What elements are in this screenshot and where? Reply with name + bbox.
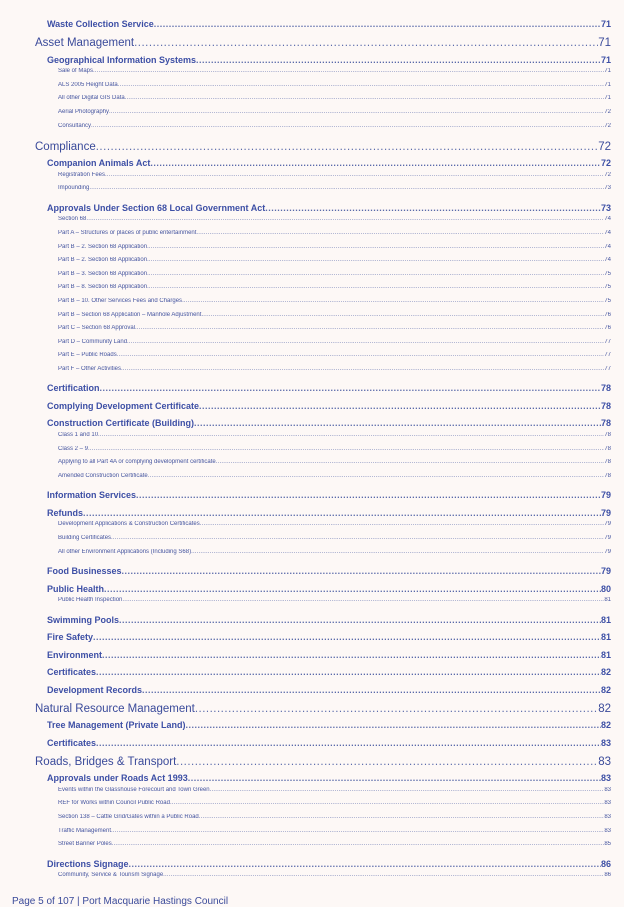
toc-entry-page: 71 bbox=[600, 54, 611, 65]
toc-entry-page: 78 bbox=[600, 383, 611, 394]
toc-entry-page: 72 bbox=[604, 108, 611, 115]
toc-dot-leader bbox=[191, 549, 604, 555]
toc-entry-title: Compliance bbox=[35, 140, 96, 153]
toc-dot-leader bbox=[147, 284, 604, 290]
toc-dot-leader bbox=[196, 230, 604, 236]
toc-entry-level-3[interactable] bbox=[58, 284, 611, 290]
toc-entry-page: 77 bbox=[604, 352, 611, 359]
toc-entry-page: 86 bbox=[600, 858, 611, 869]
toc-entry-title: Building Certificates bbox=[58, 535, 112, 541]
toc-entry-title: Part B – 2. Section 68 Application bbox=[58, 257, 148, 264]
toc-dot-leader bbox=[216, 459, 605, 465]
toc-dot-leader bbox=[136, 490, 601, 500]
toc-entry-page: 79 bbox=[604, 535, 611, 541]
toc-entry-title: Part B – Section 68 Application – Manhole Adjustment bbox=[58, 311, 202, 318]
toc-entry-title: Class 2 – 9 bbox=[58, 445, 89, 452]
toc-entry-level-3[interactable] bbox=[58, 271, 611, 277]
toc-entry-level-3[interactable] bbox=[58, 298, 611, 304]
toc-dot-leader bbox=[88, 446, 604, 452]
toc-entry-page: 72 bbox=[598, 140, 611, 153]
toc-entry-page: 74 bbox=[604, 243, 611, 250]
toc-entry-title: Waste Collection Service bbox=[47, 19, 154, 29]
toc-entry-level-3[interactable] bbox=[58, 109, 611, 115]
toc-entry-title: Part A – Structures or places of public entertainment bbox=[58, 229, 197, 236]
toc-dot-leader bbox=[93, 68, 604, 74]
toc-entry-title: Events within the Glasshouse Forecourt and Town Green bbox=[58, 786, 210, 793]
toc-entry-level-3[interactable] bbox=[58, 82, 611, 88]
toc-entry-page: 71 bbox=[600, 19, 611, 29]
toc-entry-page: 73 bbox=[604, 185, 611, 192]
toc-entry-title: Part D – Community Land bbox=[58, 338, 128, 345]
toc-dot-leader bbox=[200, 521, 605, 527]
toc-entry-level-1[interactable] bbox=[35, 141, 611, 153]
toc-entry-level-3[interactable] bbox=[58, 123, 611, 129]
toc-entry-page: 71 bbox=[604, 81, 611, 88]
toc-entry-page: 85 bbox=[604, 841, 611, 848]
toc-entry-title: Part B – 8. Section 68 Application bbox=[58, 284, 148, 291]
toc-entry-level-3[interactable] bbox=[58, 257, 611, 263]
toc-dot-leader bbox=[199, 401, 601, 411]
toc-entry-title: Sale of Maps bbox=[58, 68, 94, 75]
toc-dot-leader bbox=[93, 632, 601, 642]
toc-entry-title: Complying Development Certificate bbox=[47, 400, 200, 411]
toc-dot-leader bbox=[96, 667, 601, 677]
toc-dot-leader bbox=[196, 55, 601, 65]
toc-dot-leader bbox=[109, 109, 604, 115]
toc-entry-page: 81 bbox=[600, 614, 611, 625]
toc-entry-page: 83 bbox=[604, 814, 611, 820]
toc-entry-level-2[interactable] bbox=[47, 859, 611, 869]
toc-entry-title: Roads, Bridges & Transport bbox=[35, 755, 177, 768]
toc-entry-page: 79 bbox=[604, 548, 611, 555]
toc-entry-page: 74 bbox=[604, 257, 611, 264]
toc-entry-level-3[interactable] bbox=[58, 325, 611, 331]
toc-entry-page: 78 bbox=[604, 459, 611, 466]
toc-dot-leader bbox=[105, 172, 604, 178]
toc-entry-page: 86 bbox=[604, 872, 611, 879]
toc-entry-title: Information Services bbox=[47, 490, 137, 501]
toc-entry-title: Approvals under Roads Act 1993 bbox=[47, 773, 188, 784]
toc-entry-level-2[interactable] bbox=[47, 720, 611, 730]
toc-entry-title: Section 138 – Cattle Grid/Gates within a Public Road bbox=[58, 814, 199, 820]
toc-entry-title: REF for Works within Council Public Road bbox=[58, 800, 170, 807]
toc-entry-level-3[interactable] bbox=[58, 68, 611, 74]
toc-dot-leader bbox=[201, 312, 604, 318]
toc-dot-leader bbox=[194, 418, 601, 428]
toc-dot-leader bbox=[100, 383, 601, 393]
toc-entry-page: 71 bbox=[604, 95, 611, 102]
toc-dot-leader bbox=[199, 814, 605, 820]
toc-dot-leader bbox=[96, 738, 601, 748]
toc-entry-page: 81 bbox=[600, 632, 611, 643]
toc-entry-title: Development Records bbox=[47, 684, 143, 695]
toc-entry-page: 81 bbox=[604, 597, 611, 604]
toc-entry-level-2[interactable] bbox=[47, 584, 611, 594]
toc-entry-title: Part B – 3. Section 68 Application bbox=[58, 270, 148, 277]
toc-entry-level-3[interactable] bbox=[58, 828, 611, 834]
toc-entry-title: Public Health Inspection bbox=[58, 597, 123, 604]
toc-entry-level-3[interactable] bbox=[58, 216, 611, 222]
toc-dot-leader bbox=[210, 787, 605, 793]
toc-entry-page: 77 bbox=[604, 365, 611, 372]
toc-entry-page: 83 bbox=[604, 786, 611, 793]
toc-entry-title: ALS 2005 Height Data bbox=[58, 81, 118, 88]
toc-dot-leader bbox=[118, 82, 605, 88]
toc-entry-title: Part B – 10. Other Services Fees and Charges bbox=[58, 297, 183, 304]
toc-entry-page: 72 bbox=[600, 158, 611, 168]
toc-entry-title: Community, Service & Tourism Signage bbox=[58, 872, 164, 879]
toc-entry-page: 72 bbox=[604, 122, 611, 129]
toc-entry-level-3[interactable] bbox=[58, 339, 611, 345]
toc-entry-level-3[interactable] bbox=[58, 366, 611, 372]
toc-dot-leader bbox=[163, 872, 604, 878]
toc-entry-title: Traffic Management bbox=[58, 827, 112, 834]
toc-entry-title: Approvals Under Section 68 Local Government Act bbox=[47, 202, 266, 213]
toc-dot-leader bbox=[142, 685, 601, 695]
toc-dot-leader bbox=[125, 95, 605, 101]
toc-entry-title: Impounding bbox=[58, 185, 90, 192]
toc-entry-page: 83 bbox=[600, 737, 611, 748]
toc-entry-level-2[interactable] bbox=[47, 632, 611, 642]
toc-entry-level-3[interactable] bbox=[58, 872, 611, 878]
toc-entry-level-3[interactable] bbox=[58, 521, 611, 527]
toc-dot-leader bbox=[265, 203, 601, 213]
toc-entry-title: Companion Animals Act bbox=[47, 158, 151, 168]
toc-entry-title: Registration Fees bbox=[58, 171, 106, 178]
toc-entry-title: Section 68 bbox=[58, 216, 87, 223]
toc-dot-leader bbox=[182, 298, 604, 304]
toc-entry-level-2[interactable] bbox=[47, 566, 611, 576]
toc-entry-level-2[interactable] bbox=[47, 738, 611, 748]
toc-entry-title: Aerial Photography bbox=[58, 108, 110, 115]
toc-dot-leader bbox=[98, 432, 604, 438]
toc-dot-leader bbox=[122, 597, 604, 603]
toc-entry-page: 77 bbox=[604, 338, 611, 345]
toc-dot-leader bbox=[119, 615, 601, 625]
toc-dot-leader bbox=[102, 650, 601, 660]
toc-entry-level-3[interactable] bbox=[58, 800, 611, 806]
toc-dot-leader bbox=[127, 339, 604, 345]
toc-entry-level-3[interactable] bbox=[58, 185, 611, 191]
toc-dot-leader bbox=[122, 566, 601, 576]
toc-entry-page: 75 bbox=[604, 284, 611, 291]
toc-entry-level-2[interactable] bbox=[47, 667, 611, 677]
toc-entry-page: 78 bbox=[604, 445, 611, 452]
toc-entry-page: 82 bbox=[598, 702, 611, 715]
toc-entry-title: Class 1 and 10 bbox=[58, 432, 99, 438]
toc-entry-level-2[interactable] bbox=[47, 401, 611, 411]
toc-dot-leader bbox=[121, 366, 604, 372]
toc-entry-title: Part C – Section 68 Approval bbox=[58, 325, 136, 332]
toc-entry-page: 82 bbox=[600, 684, 611, 695]
toc-entry-title: Part F – Other Activities bbox=[58, 365, 122, 372]
toc-entry-level-2[interactable] bbox=[47, 490, 611, 500]
toc-entry-title: Swimming Pools bbox=[47, 614, 120, 625]
toc-entry-level-3[interactable] bbox=[58, 814, 611, 820]
toc-entry-level-2[interactable] bbox=[47, 685, 611, 695]
toc-entry-title: Food Businesses bbox=[47, 566, 122, 577]
toc-entry-level-2[interactable] bbox=[47, 650, 611, 660]
toc-entry-level-1[interactable] bbox=[35, 37, 611, 49]
toc-entry-page: 81 bbox=[600, 649, 611, 660]
toc-dot-leader bbox=[135, 325, 604, 331]
toc-dot-leader bbox=[150, 158, 601, 168]
toc-entry-level-3[interactable] bbox=[58, 244, 611, 250]
toc-dot-leader bbox=[148, 473, 605, 479]
toc-dot-leader bbox=[154, 19, 601, 29]
toc-dot-leader bbox=[83, 508, 601, 518]
toc-entry-level-2[interactable] bbox=[47, 773, 611, 783]
toc-entry-level-3[interactable] bbox=[58, 446, 611, 452]
toc-entry-page: 83 bbox=[598, 755, 611, 768]
toc-entry-page: 83 bbox=[600, 773, 611, 784]
toc-entry-page: 78 bbox=[604, 472, 611, 479]
toc-entry-title: Geographical Information Systems bbox=[47, 54, 197, 65]
toc-entry-level-2[interactable] bbox=[47, 615, 611, 625]
toc-entry-level-3[interactable] bbox=[58, 312, 611, 318]
toc-dot-leader bbox=[112, 841, 605, 847]
toc-entry-page: 78 bbox=[600, 418, 611, 429]
toc-entry-title: Refunds bbox=[47, 507, 83, 518]
toc-dot-leader bbox=[147, 271, 604, 277]
toc-entry-title: Amended Construction Certificate bbox=[58, 472, 148, 479]
toc-entry-page: 72 bbox=[604, 171, 611, 178]
toc-entry-title: Certificates bbox=[47, 737, 97, 748]
toc-dot-leader bbox=[147, 244, 604, 250]
toc-entry-page: 83 bbox=[604, 827, 611, 834]
toc-entry-title: Natural Resource Management bbox=[35, 702, 195, 715]
toc-dot-leader bbox=[117, 352, 605, 358]
toc-dot-leader bbox=[186, 720, 601, 730]
toc-entry-level-3[interactable] bbox=[58, 172, 611, 178]
toc-entry-title: Public Health bbox=[47, 583, 105, 594]
toc-entry-page: 76 bbox=[604, 311, 611, 318]
toc-entry-title: Environment bbox=[47, 649, 103, 660]
toc-entry-title: Certificates bbox=[47, 667, 97, 678]
toc-entry-title: Part B – 2. Section 68 Application bbox=[58, 243, 148, 250]
toc-entry-page: 79 bbox=[600, 566, 611, 577]
toc-entry-page: 78 bbox=[604, 432, 611, 438]
toc-dot-leader bbox=[96, 141, 598, 153]
toc-entry-page: 82 bbox=[600, 667, 611, 678]
toc-entry-title: Asset Management bbox=[35, 37, 135, 49]
toc-entry-level-3[interactable] bbox=[58, 95, 611, 101]
toc-dot-leader bbox=[89, 185, 604, 191]
toc-entry-level-2[interactable] bbox=[47, 19, 611, 29]
toc-entry-level-3[interactable] bbox=[58, 352, 611, 358]
toc-entry-title: Tree Management (Private Land) bbox=[47, 720, 186, 731]
toc-entry-page: 74 bbox=[604, 229, 611, 236]
toc-entry-page: 71 bbox=[604, 68, 611, 75]
toc-entry-title: Consultancy bbox=[58, 122, 92, 129]
toc-entry-title: Part E – Public Roads bbox=[58, 352, 117, 359]
toc-entry-title: Directions Signage bbox=[47, 858, 129, 869]
toc-entry-title: Construction Certificate (Building) bbox=[47, 418, 194, 429]
toc-dot-leader bbox=[134, 37, 598, 49]
toc-entry-page: 76 bbox=[604, 325, 611, 332]
toc-entry-page: 75 bbox=[604, 270, 611, 277]
toc-entry-page: 79 bbox=[600, 507, 611, 518]
toc-entry-title: Development Applications & Construction Certificates bbox=[58, 521, 200, 528]
toc-entry-page: 71 bbox=[598, 37, 611, 49]
toc-dot-leader bbox=[111, 828, 604, 834]
toc-entry-page: 79 bbox=[600, 490, 611, 501]
toc-entry-level-2[interactable] bbox=[47, 383, 611, 393]
toc-entry-level-3[interactable] bbox=[58, 459, 611, 465]
toc-dot-leader bbox=[176, 756, 598, 768]
toc-entry-level-2[interactable] bbox=[47, 55, 611, 65]
toc-dot-leader bbox=[86, 216, 604, 222]
toc-entry-level-1[interactable] bbox=[35, 703, 611, 715]
toc-entry-page: 75 bbox=[604, 297, 611, 304]
toc-entry-title: Street Banner Poles bbox=[58, 841, 112, 848]
toc-entry-level-3[interactable] bbox=[58, 535, 611, 541]
toc-entry-level-3[interactable] bbox=[58, 597, 611, 603]
toc-entry-page: 82 bbox=[600, 720, 611, 731]
toc-entry-level-3[interactable] bbox=[58, 841, 611, 847]
toc-entry-page: 83 bbox=[604, 800, 611, 807]
toc-entry-page: 73 bbox=[600, 202, 611, 213]
toc-dot-leader bbox=[195, 703, 598, 715]
toc-entry-level-2[interactable] bbox=[47, 158, 611, 168]
toc-entry-page: 79 bbox=[604, 521, 611, 528]
toc-entry-level-3[interactable] bbox=[58, 549, 611, 555]
toc-entry-level-1[interactable] bbox=[35, 756, 611, 768]
toc-entry-level-3[interactable] bbox=[58, 432, 611, 438]
toc-entry-level-2[interactable] bbox=[47, 203, 611, 213]
toc-entry-page: 78 bbox=[600, 400, 611, 411]
toc-entry-title: Certification bbox=[47, 383, 100, 394]
toc-dot-leader bbox=[104, 584, 601, 594]
toc-entry-title: Fire Safety bbox=[47, 632, 94, 643]
toc-entry-level-3[interactable] bbox=[58, 473, 611, 479]
toc-dot-leader bbox=[91, 123, 604, 129]
toc-entry-title: All other Digital GIS Data bbox=[58, 95, 125, 102]
toc-entry-level-2[interactable] bbox=[47, 418, 611, 428]
toc-entry-page: 80 bbox=[600, 583, 611, 594]
toc-dot-leader bbox=[188, 773, 601, 783]
toc-entry-title: Applying to all Part 4A or complying development certificate bbox=[58, 459, 216, 466]
toc-entry-level-3[interactable] bbox=[58, 230, 611, 236]
toc-dot-leader bbox=[170, 800, 604, 806]
toc-dot-leader bbox=[129, 859, 601, 869]
toc-dot-leader bbox=[111, 535, 604, 541]
toc-entry-level-3[interactable] bbox=[58, 787, 611, 793]
page-footer: Page 5 of 107 | Port Macquarie Hastings Council bbox=[12, 896, 229, 907]
toc-entry-level-2[interactable] bbox=[47, 508, 611, 518]
toc-entry-title: All other Environment Applications (Including S68) bbox=[58, 548, 192, 555]
toc-dot-leader bbox=[147, 257, 604, 263]
toc-entry-page: 74 bbox=[604, 216, 611, 223]
